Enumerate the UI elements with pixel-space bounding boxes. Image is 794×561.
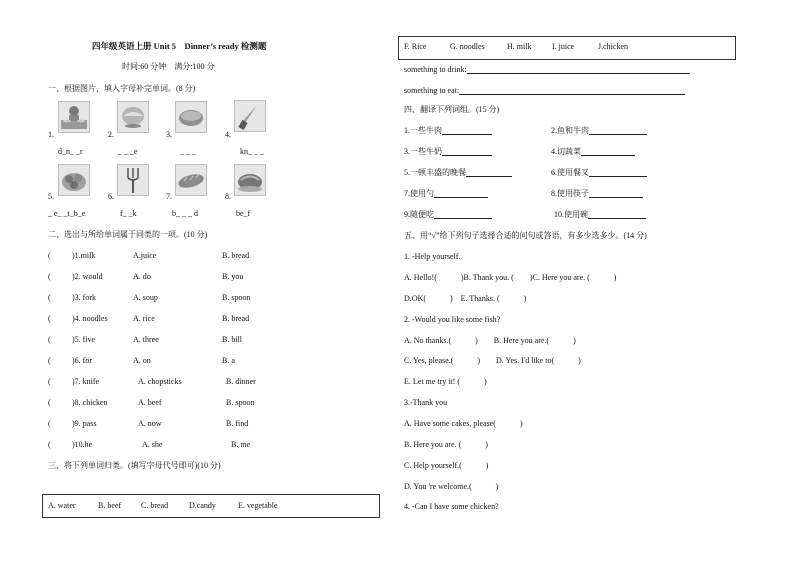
translation-item	[404, 148, 492, 156]
question-word: )8. chicken	[72, 398, 108, 407]
dialogue-line: 3.-Thank you	[404, 398, 448, 407]
picture-item-number: 6.	[108, 192, 114, 201]
answer-paren[interactable]: (	[48, 419, 51, 428]
dialogue-options[interactable]: B. Here you are. ( )	[404, 440, 488, 449]
translation-item	[554, 211, 646, 219]
eat-label	[404, 87, 685, 95]
question-word: )3. fork	[72, 293, 96, 302]
fill-word: b_ _ _ d	[172, 209, 198, 218]
dialogue-options[interactable]: D.OK( ) E. Thanks. ( )	[404, 294, 527, 303]
answer-paren[interactable]: (	[48, 335, 51, 344]
answer-line[interactable]	[589, 190, 643, 198]
option-a: A. do	[133, 272, 151, 281]
question-word: )4. noodles	[72, 314, 108, 323]
question-word: )10.he	[72, 440, 93, 449]
question-word: )9. pass	[72, 419, 97, 428]
fork-picture-icon	[117, 164, 149, 196]
translation-item	[551, 169, 647, 177]
knife-picture-icon	[234, 100, 266, 132]
dialogue-line: 1. -Help yourself.	[404, 252, 461, 261]
dialogue-options[interactable]: A. Hello!( )B. Thank you. ( )C. Here you are. ( )	[404, 273, 617, 282]
option-b: B. a	[222, 356, 235, 365]
fill-word: _ _ _e	[118, 147, 138, 156]
picture-item-number: 5.	[48, 192, 54, 201]
word-bank-item: G. noodles	[450, 42, 485, 51]
fill-word: _ _ _	[180, 147, 196, 156]
eat-answer-line[interactable]	[459, 87, 685, 95]
word-bank-item: I. juice	[552, 42, 575, 51]
translation-prompt: 5.一顿丰盛的晚餐	[404, 168, 466, 177]
word-bank-item: B. beef	[98, 501, 122, 510]
option-a: A. rice	[133, 314, 155, 323]
word-bank-item: H. milk	[507, 42, 532, 51]
option-a: A. soup	[133, 293, 158, 302]
translation-item	[404, 211, 492, 219]
option-b: B. spoon	[222, 293, 251, 302]
section-3-heading: 三、将下列单词归类。(填写字母代号即可)(10 分)	[48, 461, 221, 470]
question-word: )2. would	[72, 272, 103, 281]
word-bank-item: E. vegetable	[238, 501, 278, 510]
translation-prompt: 9.随便吃	[404, 210, 434, 219]
translation-item	[551, 190, 643, 198]
word-bank-item: D.candy	[189, 501, 216, 510]
drink-label-text: something to drink:	[404, 65, 467, 74]
translation-prompt: 2.鱼和牛肉	[551, 126, 589, 135]
section-1-heading: 一、根据图片，填入字母补完单词。(8 分)	[48, 84, 196, 93]
option-a: A.juice	[133, 251, 157, 260]
word-bank-item: A. water	[48, 501, 76, 510]
answer-paren[interactable]: (	[48, 293, 51, 302]
answer-line[interactable]	[434, 211, 492, 219]
word-bank-item: C. bread	[141, 501, 169, 510]
answer-line[interactable]	[466, 169, 512, 177]
translation-prompt: 4.切蔬菜	[551, 147, 581, 156]
section-2-heading: 二、选出与所给单词属于同类的一项。(10 分)	[48, 230, 208, 239]
answer-line[interactable]	[589, 169, 647, 177]
answer-line[interactable]	[581, 148, 635, 156]
beef-picture-icon	[234, 164, 266, 196]
drink-answer-line[interactable]	[467, 66, 690, 74]
translation-item	[404, 190, 488, 198]
question-word: )5. five	[72, 335, 96, 344]
option-b: B. dinner	[226, 377, 256, 386]
option-b: B. spoon	[226, 398, 255, 407]
answer-paren[interactable]: (	[48, 272, 51, 281]
picture-item-number: 2.	[108, 130, 114, 139]
rice-bowl-picture-icon	[117, 101, 149, 133]
translation-item	[551, 148, 635, 156]
option-b: B. bill	[222, 335, 243, 344]
answer-paren[interactable]: (	[48, 398, 51, 407]
picture-item-number: 1.	[48, 130, 54, 139]
dialogue-line: 4. -Can I have some chicken?	[404, 502, 499, 511]
fill-word: kn_ _ _	[240, 147, 264, 156]
dialogue-options[interactable]: E. Let me try it! ( )	[404, 377, 487, 386]
answer-paren[interactable]: (	[48, 440, 51, 449]
question-word: )6. for	[72, 356, 92, 365]
section-4-heading: 四、翻译下列词组。(15 分)	[404, 105, 500, 114]
answer-paren[interactable]: (	[48, 314, 51, 323]
answer-line[interactable]	[434, 190, 488, 198]
dialogue-options[interactable]: A. Have some cakes, please( )	[404, 419, 523, 428]
option-a: A. beef	[138, 398, 162, 407]
dialogue-options[interactable]: C. Yes, please.( ) D. Yes. I'd like to( )	[404, 356, 581, 365]
option-b: B. you	[222, 272, 244, 281]
fill-word: be_f	[236, 209, 251, 218]
dialogue-options[interactable]: C. Help yourself.( )	[404, 461, 489, 470]
dinner-picture-icon	[58, 101, 90, 133]
answer-line[interactable]	[589, 127, 647, 135]
option-b: B. bread	[222, 251, 250, 260]
translation-item	[404, 169, 512, 177]
answer-paren[interactable]: (	[48, 356, 51, 365]
dialogue-options[interactable]: A. No thanks.( ) B. Here you are.( )	[404, 336, 576, 345]
bread-picture-icon	[175, 101, 207, 133]
option-a: A. three	[133, 335, 159, 344]
picture-item-number: 3.	[166, 130, 172, 139]
picture-item-number: 4.	[225, 130, 231, 139]
drink-label	[404, 66, 690, 74]
answer-paren[interactable]: (	[48, 251, 51, 260]
translation-prompt: 3.一些牛奶	[404, 147, 442, 156]
answer-line[interactable]	[442, 127, 492, 135]
option-a: A. she	[142, 440, 163, 449]
picture-item-number: 8.	[225, 192, 231, 201]
word-bank-item: J.chicken	[598, 42, 628, 51]
section-5-heading: 五、用“√”给下列句子选择合适的问句或答语，有多少选多少。(14 分)	[404, 231, 647, 240]
option-a: A. on	[133, 356, 151, 365]
answer-paren[interactable]: (	[48, 377, 51, 386]
translation-prompt: 6.使用餐叉	[551, 168, 589, 177]
translation-item	[404, 127, 492, 135]
answer-line[interactable]	[442, 148, 492, 156]
question-word: )1.milk	[72, 251, 96, 260]
dialogue-options[interactable]: D. You 're welcome.( )	[404, 482, 499, 491]
fill-word: _ e_ _t_b_e	[48, 209, 86, 218]
vegetable-picture-icon	[58, 164, 90, 196]
translation-prompt: 1.一些牛肉	[404, 126, 442, 135]
translation-prompt: 7.使用勺	[404, 189, 434, 198]
fill-word: f_ _k	[120, 209, 137, 218]
bread-loaf-picture-icon	[175, 164, 207, 196]
translation-prompt: 8.使用筷子	[551, 189, 589, 198]
answer-line[interactable]	[588, 211, 646, 219]
option-b: B. find	[226, 419, 249, 428]
eat-label-text: something to eat:	[404, 86, 460, 95]
fill-word: d_n_ _r	[58, 147, 83, 156]
dialogue-line: 2. -Would you like some fish?	[404, 315, 501, 324]
option-a: A. now	[138, 419, 162, 428]
option-b: B. me	[231, 440, 251, 449]
question-word: )7. knife	[72, 377, 100, 386]
exam-meta: 时间:60 分钟 满分:100 分	[122, 62, 215, 71]
translation-item	[551, 127, 647, 135]
picture-item-number: 7.	[166, 192, 172, 201]
page-title: 四年级英语上册 Unit 5 Dinner’s ready 检测题	[92, 41, 267, 51]
word-bank-item: F. Rice	[404, 42, 427, 51]
translation-prompt: 10.使用碗	[554, 210, 588, 219]
option-a: A. chopsticks	[138, 377, 182, 386]
option-b: B. bread	[222, 314, 250, 323]
